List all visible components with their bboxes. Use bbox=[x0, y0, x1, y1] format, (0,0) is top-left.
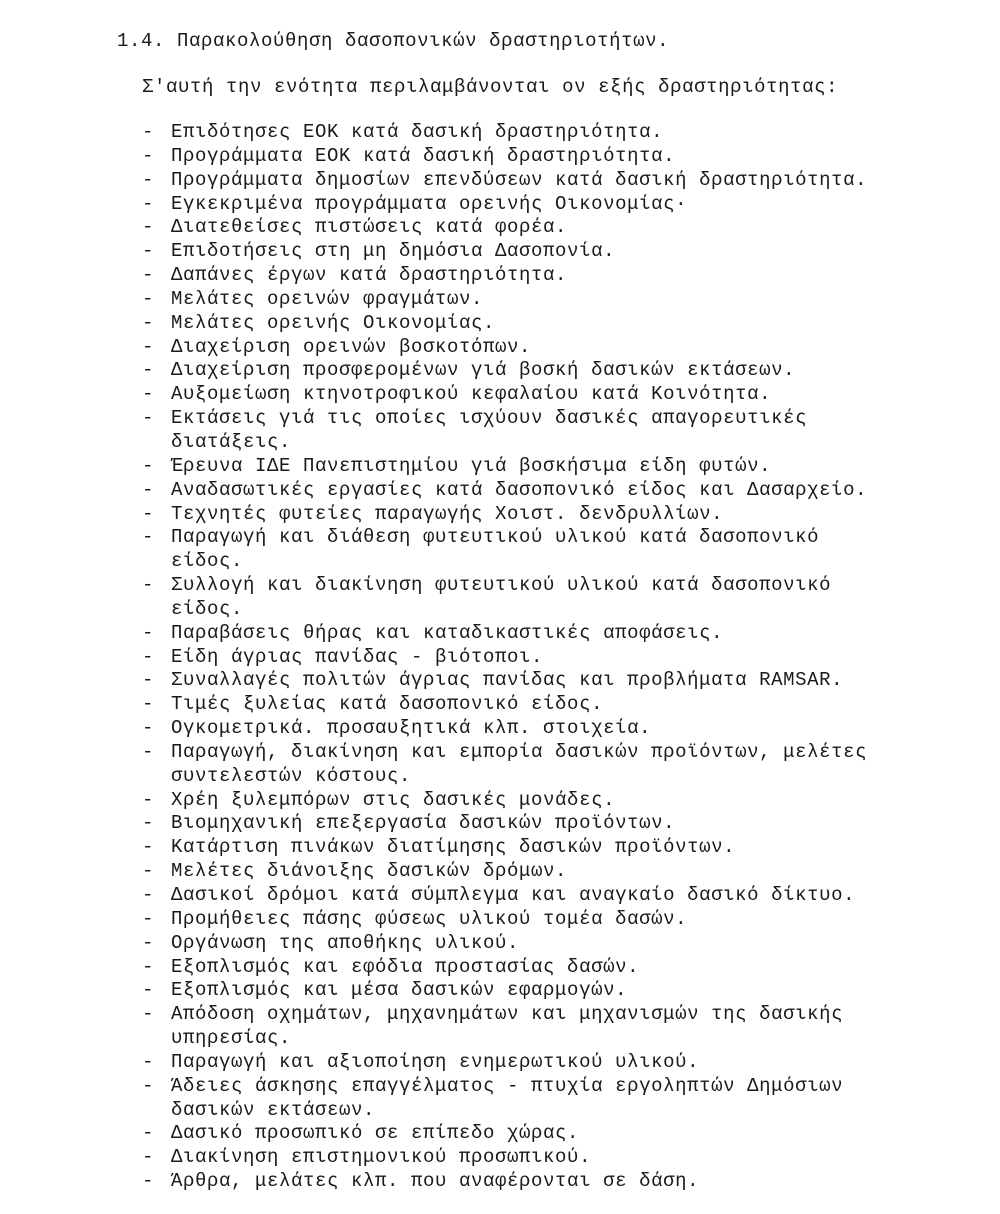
bullet-dash: - bbox=[142, 359, 155, 382]
list-item-text: Δασικό προσωπικό σε επίπεδο χώρας. bbox=[171, 1122, 580, 1145]
list-item bbox=[142, 836, 891, 860]
bullet-dash: - bbox=[142, 407, 155, 430]
list-item bbox=[142, 1003, 891, 1051]
list-item-text: Παραβάσεις θήρας και καταδικαστικές αποφάσεις. bbox=[171, 621, 724, 644]
list-item-text: Επιδοτήσεις στη μη δημόσια Δασοπονία. bbox=[171, 240, 616, 263]
list-item-text: Έρευνα ΙΔΕ Πανεπιστημίου γιά βοσκήσιμα είδη φυτών. bbox=[171, 454, 772, 477]
bullet-dash: - bbox=[142, 836, 155, 859]
bullet-dash: - bbox=[142, 740, 155, 763]
list-item-text: Διαχείριση προσφερομένων γιά βοσκή δασικών εκτάσεων. bbox=[171, 359, 796, 382]
list-item-text: Απόδοση οχημάτων, μηχανημάτων και μηχανισμών της δασικής υπηρεσίας. bbox=[171, 1003, 844, 1050]
list-item-text: Τεχνητές φυτείες παραγωγής Χοιστ. δενδρυλλίων. bbox=[171, 502, 724, 525]
list-item-text: Οργάνωση της αποθήκης υλικού. bbox=[171, 931, 520, 954]
section-number: 1.4. bbox=[117, 30, 166, 52]
list-item-text: Παραγωγή και διάθεση φυτευτικού υλικού κατά δασοπονικό είδος. bbox=[171, 526, 820, 573]
list-item-text: Αναδασωτικές εργασίες κατά δασοπονικό είδος και Δασαρχείο. bbox=[171, 478, 868, 501]
bullet-dash: - bbox=[142, 192, 155, 215]
list-item-text: Διακίνηση επιστημονικού προσωπικού. bbox=[171, 1146, 592, 1169]
bullet-dash: - bbox=[142, 502, 155, 525]
list-item bbox=[142, 860, 891, 884]
list-item-text: Άρθρα, μελάτες κλπ. που αναφέρονται σε δάση. bbox=[171, 1170, 700, 1193]
list-item-text: Μελάτες ορεινής Οικονομίας. bbox=[171, 311, 496, 334]
bullet-dash: - bbox=[142, 574, 155, 597]
list-item bbox=[142, 383, 891, 407]
list-item-text: Είδη άγριας πανίδας - βιότοποι. bbox=[171, 645, 544, 668]
bullet-dash: - bbox=[142, 121, 155, 143]
list-item bbox=[142, 479, 891, 503]
list-item bbox=[142, 312, 891, 336]
bullet-dash: - bbox=[142, 454, 155, 477]
bullet-dash: - bbox=[142, 693, 155, 716]
bullet-dash: - bbox=[142, 1170, 155, 1193]
list-item bbox=[142, 932, 891, 956]
list-item-text: Συλλογή και διακίνηση φυτευτικού υλικού κατά δασοπονικό είδος. bbox=[171, 574, 832, 620]
list-item bbox=[142, 717, 891, 741]
section-heading bbox=[117, 29, 669, 53]
bullet-dash: - bbox=[142, 669, 155, 692]
list-item bbox=[142, 693, 891, 717]
list-item-text: Μελάτες ορεινών φραγμάτων. bbox=[171, 287, 484, 310]
bullet-dash: - bbox=[142, 979, 155, 1002]
section-title: Παρακολούθηση δασοπονικών δραστηριοτήτων. bbox=[177, 30, 670, 52]
list-item bbox=[142, 812, 891, 836]
list-item-text: Μελέτες διάνοιξης δασικών δρόμων. bbox=[171, 860, 568, 883]
bullet-dash: - bbox=[142, 812, 155, 835]
bullet-dash: - bbox=[142, 621, 155, 644]
bullet-dash: - bbox=[142, 144, 155, 167]
list-item bbox=[142, 288, 891, 312]
bullet-dash: - bbox=[142, 931, 155, 954]
bullet-dash: - bbox=[142, 788, 155, 811]
list-item bbox=[142, 336, 891, 360]
bullet-dash: - bbox=[142, 884, 155, 906]
list-item bbox=[142, 407, 891, 455]
bullet-dash: - bbox=[142, 478, 155, 501]
list-item-text: Εγκεκριμένα προγράμματα ορεινής Οικονομίας· bbox=[171, 192, 688, 215]
list-item bbox=[142, 908, 891, 932]
bullet-dash: - bbox=[142, 311, 155, 334]
list-item bbox=[142, 741, 891, 789]
list-item-text: Διατεθείσες πιστώσεις κατά φορέα. bbox=[171, 216, 568, 239]
list-item-text: Προγράμματα δημοσίων επενδύσεων κατά δασική δραστηριότητα. bbox=[171, 168, 868, 191]
list-item bbox=[142, 455, 891, 479]
list-item bbox=[142, 1075, 891, 1123]
list-item-text: Διαχείριση ορεινών βοσκοτόπων. bbox=[171, 335, 532, 358]
bullet-dash: - bbox=[142, 168, 155, 191]
list-item bbox=[142, 646, 891, 670]
list-item bbox=[142, 240, 891, 264]
list-item-text: Βιομηχανική επεξεργασία δασικών προϊόντων. bbox=[171, 812, 676, 835]
intro-paragraph: Σ'αυτή την ενότητα περιλαμβάνονται ον εξής δραστηριότητας: bbox=[142, 76, 839, 98]
bullet-dash: - bbox=[142, 1074, 155, 1097]
bullet-dash: - bbox=[142, 717, 155, 740]
bullet-dash: - bbox=[142, 216, 155, 239]
bullet-dash: - bbox=[142, 645, 155, 668]
list-item-text: Άδειες άσκησης επαγγέλματος - πτυχία εργοληπτών Δημόσιων δασικών εκτάσεων. bbox=[171, 1074, 844, 1121]
list-item bbox=[142, 979, 891, 1003]
list-item bbox=[142, 145, 891, 169]
list-item bbox=[142, 526, 891, 574]
bullet-dash: - bbox=[142, 860, 155, 883]
bullet-dash: - bbox=[142, 240, 155, 263]
list-item bbox=[142, 884, 891, 908]
list-item-text: Προγράμματα ΕΟΚ κατά δασική δραστηριότητα. bbox=[171, 144, 676, 167]
list-item-text: Κατάρτιση πινάκων διατίμησης δασικών προϊόντων. bbox=[171, 836, 736, 859]
bullet-dash: - bbox=[142, 955, 155, 978]
list-item bbox=[142, 264, 891, 288]
bullet-dash: - bbox=[142, 907, 155, 930]
bullet-dash: - bbox=[142, 383, 155, 406]
bullet-dash: - bbox=[142, 335, 155, 358]
list-item-text: Αυξομείωση κτηνοτροφικού κεφαλαίου κατά Κοινότητα. bbox=[171, 383, 772, 406]
list-item-text: Τιμές ξυλείας κατά δασοπονικό είδος. bbox=[171, 693, 604, 716]
bullet-dash: - bbox=[142, 264, 155, 287]
list-item-text: Δαπάνες έργων κατά δραστηριότητα. bbox=[171, 264, 568, 287]
list-item bbox=[142, 1170, 891, 1194]
list-item bbox=[142, 216, 891, 240]
list-item bbox=[142, 1051, 891, 1075]
list-item bbox=[142, 169, 891, 193]
list-item bbox=[142, 574, 891, 622]
list-item-text: Χρέη ξυλεμπόρων στις δασικές μονάδες. bbox=[171, 788, 616, 811]
list-item bbox=[142, 503, 891, 527]
list-item bbox=[142, 359, 891, 383]
list-item bbox=[142, 956, 891, 980]
list-item bbox=[142, 622, 891, 646]
list-item bbox=[142, 193, 891, 217]
list-item-text: Συναλλαγές πολιτών άγριας πανίδας και προβλήματα RAMSAR. bbox=[171, 669, 844, 692]
list-item bbox=[142, 1122, 891, 1146]
list-item bbox=[142, 669, 891, 693]
list-item-text: Προμήθειες πάσης φύσεως υλικού τομέα δασών. bbox=[171, 907, 688, 930]
bullet-dash: - bbox=[142, 1146, 155, 1169]
list-item-text: Ογκομετρικά. προσαυξητικά κλπ. στοιχεία. bbox=[171, 717, 652, 740]
list-item bbox=[142, 789, 891, 813]
list-item-text: Παραγωγή, διακίνηση και εμπορία δασικών προϊόντων, μελέτες συντελεστών κόστους. bbox=[171, 740, 868, 787]
bullet-dash: - bbox=[142, 526, 155, 549]
list-item-text: Εξοπλισμός και εφόδια προστασίας δασών. bbox=[171, 955, 640, 978]
list-item-text: Εξοπλισμός και μέσα δασικών εφαρμογών. bbox=[171, 979, 628, 1002]
bullet-dash: - bbox=[142, 1122, 155, 1145]
list-item-text: Επιδότησες ΕΟΚ κατά δασική δραστηριότητα. bbox=[171, 121, 664, 143]
activity-list bbox=[142, 121, 891, 1194]
list-item-text: Εκτάσεις γιά τις οποίες ισχύουν δασικές απαγορευτικές διατάξεις. bbox=[171, 407, 808, 453]
list-item bbox=[142, 121, 891, 145]
bullet-dash: - bbox=[142, 1050, 155, 1073]
list-item-text: Παραγωγή και αξιοποίηση ενημερωτικού υλικού. bbox=[171, 1050, 700, 1073]
bullet-dash: - bbox=[142, 287, 155, 310]
list-item-text: Δασικοί δρόμοι κατά σύμπλεγμα και αναγκαίο δασικό δίκτυο. bbox=[171, 884, 856, 906]
bullet-dash: - bbox=[142, 1003, 155, 1026]
list-item bbox=[142, 1146, 891, 1170]
